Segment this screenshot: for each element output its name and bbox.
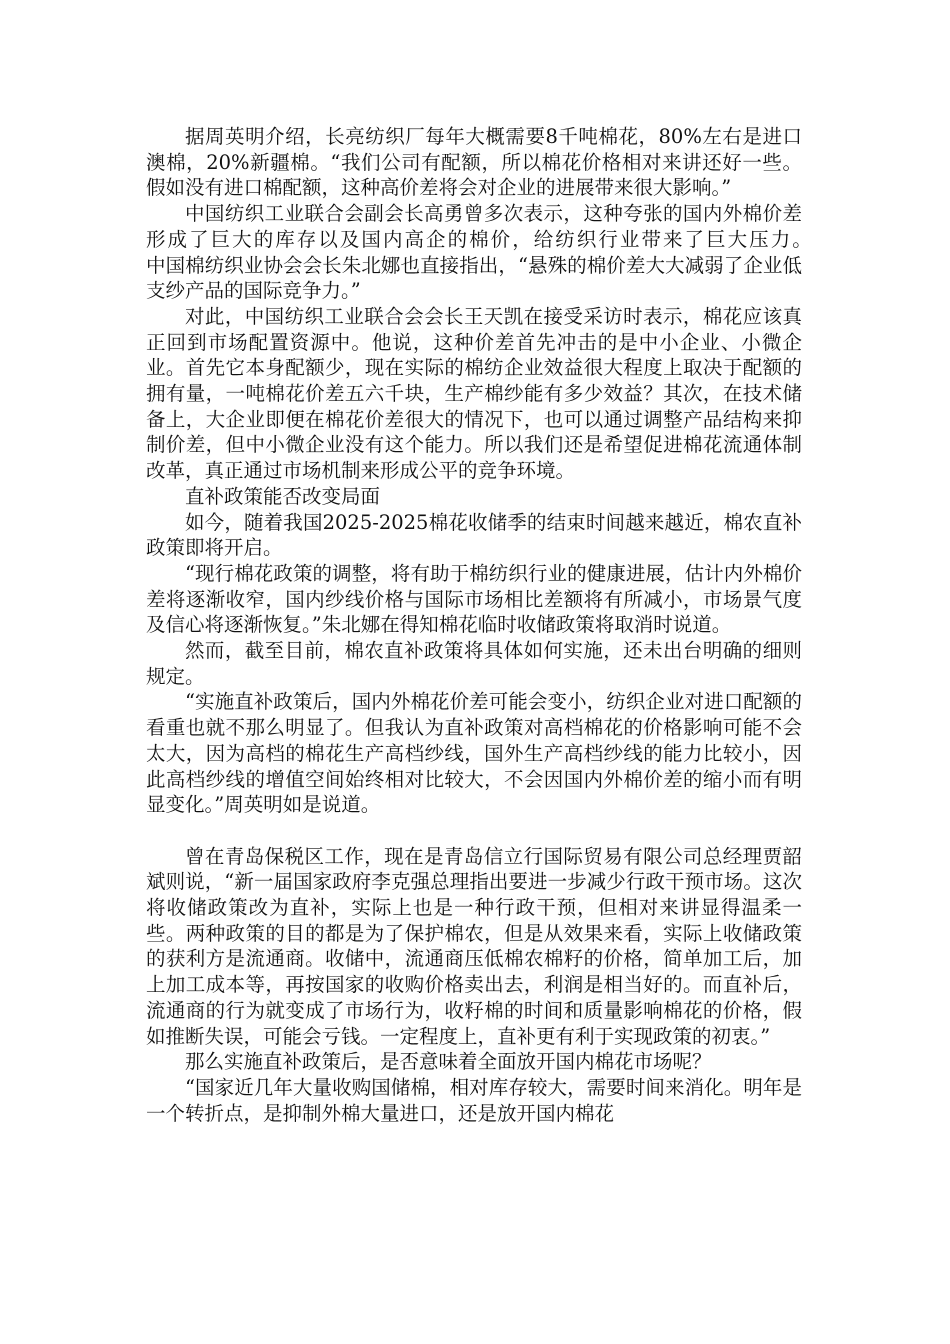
- paragraph-8: 曾在青岛保税区工作，现在是青岛信立行国际贸易有限公司总经理贾韶斌则说，“新一届国家政府李克强总理指出要进一步减少行政干预市场。这次将收储政策改为直补，实际上也是一种行政干预，但相对来讲显得温柔一些。两种政策的目的都是为了保护棉农，但是从效果来看，实际上收储政策的获利方是流通商。收储中，流通商压低棉农棉籽的价格，简单加工后，加上加工成本等，再按国家的收购价格卖出去，利润是相当好的。而直补后，流通商的行为就变成了市场行为，收籽棉的时间和质量影响棉花的价格，假如推断失误，可能会亏钱。一定程度上，直补更有利于实现政策的初衷。”: [146, 844, 802, 1048]
- document-body: [146, 124, 861, 1126]
- paragraph-1: 据周英明介绍，长亮纺织厂每年大概需要8千吨棉花，80%左右是进口澳棉，20%新疆棉。“我们公司有配额，所以棉花价格相对来讲还好一些。假如没有进口棉配额，这种高价差将会对企业的进展带来很大影响。”: [146, 125, 802, 200]
- paragraph-7: “实施直补政策后，国内外棉花价差可能会变小，纺织企业对进口配额的看重也就不那么明显了。但我认为直补政策对高档棉花的价格影响可能不会太大，因为高档的棉花生产高档纱线，国外生产高档纱线的能力比较小，因此高档纱线的增值空间始终相对比较大，不会因国内外棉价差的缩小而有明显变化。”周英明如是说道。: [146, 690, 802, 817]
- paragraph-5: “现行棉花政策的调整，将有助于棉纺织行业的健康进展，估计内外棉价差将逐渐收窄，国内纱线价格与国际市场相比差额将有所减小，市场景气度及信心将逐渐恢复。”朱北娜在得知棉花临时收储政策将取消时说道。: [146, 561, 802, 637]
- paragraph-3: 对此，中国纺织工业联合会会长王天凯在接受采访时表示，棉花应该真正回到市场配置资源中。他说，这种价差首先冲击的是中小企业、小微企业。首先它本身配额少，现在实际的棉纺企业效益很大程度上取决于配额的拥有量，一吨棉花价差五六千块，生产棉纱能有多少效益？其次，在技术储备上，大企业即便在棉花价差很大的情况下，也可以通过调整产品结构来抑制价差，但中小微企业没有这个能力。所以我们还是希望促进棉花流通体制改革，真正通过市场机制来形成公平的竞争环境。: [146, 304, 802, 483]
- paragraph-2: 中国纺织工业联合会副会长高勇曾多次表示，这种夸张的国内外棉价差形成了巨大的库存以及国内高企的棉价，给纺织行业带来了巨大压力。 中国棉纺织业协会会长朱北娜也直接指出，“悬殊的棉价差大大减弱了企业低支纱产品的国际竞争力。”: [146, 202, 861, 303]
- paragraph-6: 然而，截至目前，棉农直补政策将具体如何实施，还未出台明确的细则规定。: [146, 639, 802, 688]
- section-heading: 直补政策能否改变局面: [185, 484, 381, 508]
- paragraph-4: 如今，随着我国2025-2025棉花收储季的结束时间越来越近，棉农直补政策即将开启。: [146, 510, 802, 560]
- paragraph-10: “国家近几年大量收购国储棉，相对库存较大，需要时间来消化。明年是一个转折点，是抑制外棉大量进口，还是放开国内棉花: [146, 1076, 802, 1125]
- paragraph-9: 那么实施直补政策后，是否意味着全面放开国内棉花市场呢？: [185, 1050, 712, 1074]
- blank-line: [146, 818, 802, 844]
